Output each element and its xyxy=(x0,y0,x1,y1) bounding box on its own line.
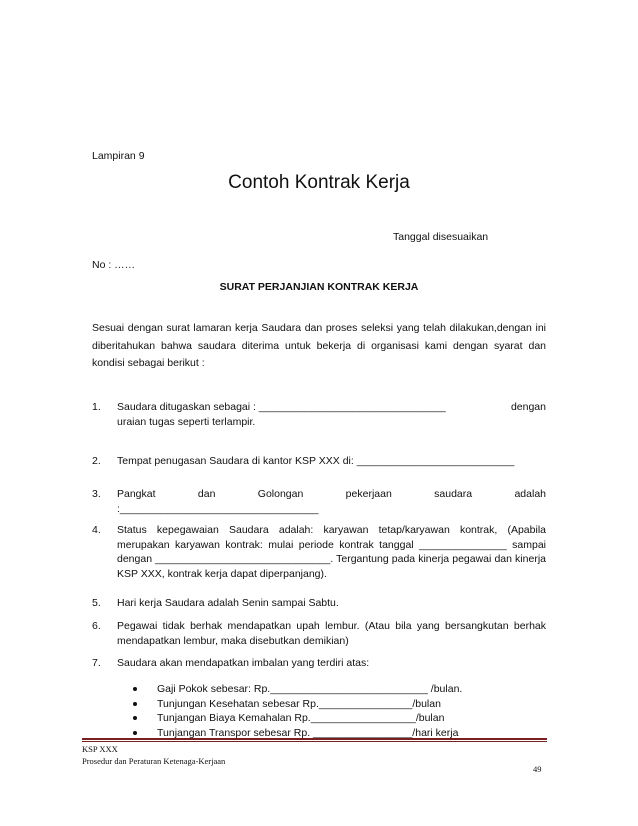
benefit-text: Tunjangan Transpor sebesar Rp. _________________/hari kerja xyxy=(157,726,459,739)
footer-divider xyxy=(82,738,547,740)
footer-organization: KSP XXX xyxy=(82,744,118,754)
attachment-label: Lampiran 9 xyxy=(92,150,145,162)
list-item-2 xyxy=(92,454,546,469)
list-number: 6. xyxy=(92,620,101,632)
list-number: 2. xyxy=(92,455,101,467)
page-number: 49 xyxy=(533,764,542,774)
list-item-5 xyxy=(92,596,546,611)
assignment-continuation: uraian tugas seperti terlampir. xyxy=(117,415,256,428)
document-number: No : …… xyxy=(92,259,136,271)
benefits-list xyxy=(130,682,510,740)
bullet-icon xyxy=(133,716,137,720)
list-item-7 xyxy=(92,656,546,671)
bullet-icon xyxy=(133,731,137,735)
page-title: Contoh Kontrak Kerja xyxy=(228,172,410,193)
list-item-1 xyxy=(92,400,546,429)
list-number: 4. xyxy=(92,524,101,536)
benefit-item xyxy=(130,682,510,697)
list-number: 3. xyxy=(92,488,101,500)
list-item-6 xyxy=(92,619,546,648)
agreement-heading: SURAT PERJANJIAN KONTRAK KERJA xyxy=(219,281,419,293)
list-item-text: Tempat penugasan Saudara di kantor KSP XXX di: ___________________________ xyxy=(117,455,515,467)
list-item-text: Pegawai tidak berhak mendapatkan upah lembur. (Atau bila yang bersangkutan berhak mendapatkan lembur, maka disebutkan demikian) xyxy=(117,620,546,647)
benefit-text: Gaji Pokok sebesar: Rp.___________________________ /bulan. xyxy=(157,683,463,695)
footer-divider-thin xyxy=(82,741,547,742)
benefit-text: Tunjungan Kesehatan sebesar Rp.________________/bulan xyxy=(157,697,441,710)
benefit-item xyxy=(130,697,510,712)
list-item-text: Status kepegawaian Saudara adalah: karyawan tetap/karyawan kontrak, (Apabila merupakan karyawan kontrak: mulai periode kontrak tanggal _______________ sampai dengan ______________________________. Tergantung pada kinerja pegawai dan kinerja KSP XXX, kontrak kerja dapat diperpanjang). xyxy=(117,524,546,580)
assignment-text: Saudara ditugaskan sebagai : ________________________________ xyxy=(117,401,446,413)
benefit-text: Tunjangan Biaya Kemahalan Rp.__________________/bulan xyxy=(157,712,445,724)
list-number: 5. xyxy=(92,597,101,609)
list-item-3 xyxy=(92,487,546,516)
date-label: Tanggal disesuaikan xyxy=(393,231,489,243)
bullet-icon xyxy=(133,702,137,706)
list-item-line xyxy=(117,400,546,415)
list-number: 7. xyxy=(92,657,101,669)
list-item-text: Saudara akan mendapatkan imbalan yang terdiri atas: xyxy=(117,657,370,669)
footer-document-title: Prosedur dan Peraturan Ketenaga-Kerjaan xyxy=(82,756,226,766)
list-item-4 xyxy=(92,523,546,581)
assignment-text-end: dengan xyxy=(510,401,546,413)
list-item-text: Hari kerja Saudara adalah Senin sampai Sabtu. xyxy=(117,597,339,609)
intro-paragraph: Sesuai dengan surat lamaran kerja Saudara dan proses seleksi yang telah dilakukan,dengan ini diberitahukan bahwa saudara diterima untuk bekerja di organisasi kami dengan syarat dan kondisi sebagai berikut : xyxy=(92,322,546,369)
list-item-text: Pangkat dan Golongan pekerjaan saudara adalah :__________________________________ xyxy=(117,488,546,515)
list-number: 1. xyxy=(92,401,101,413)
benefit-item xyxy=(130,711,510,726)
bullet-icon xyxy=(133,687,137,691)
